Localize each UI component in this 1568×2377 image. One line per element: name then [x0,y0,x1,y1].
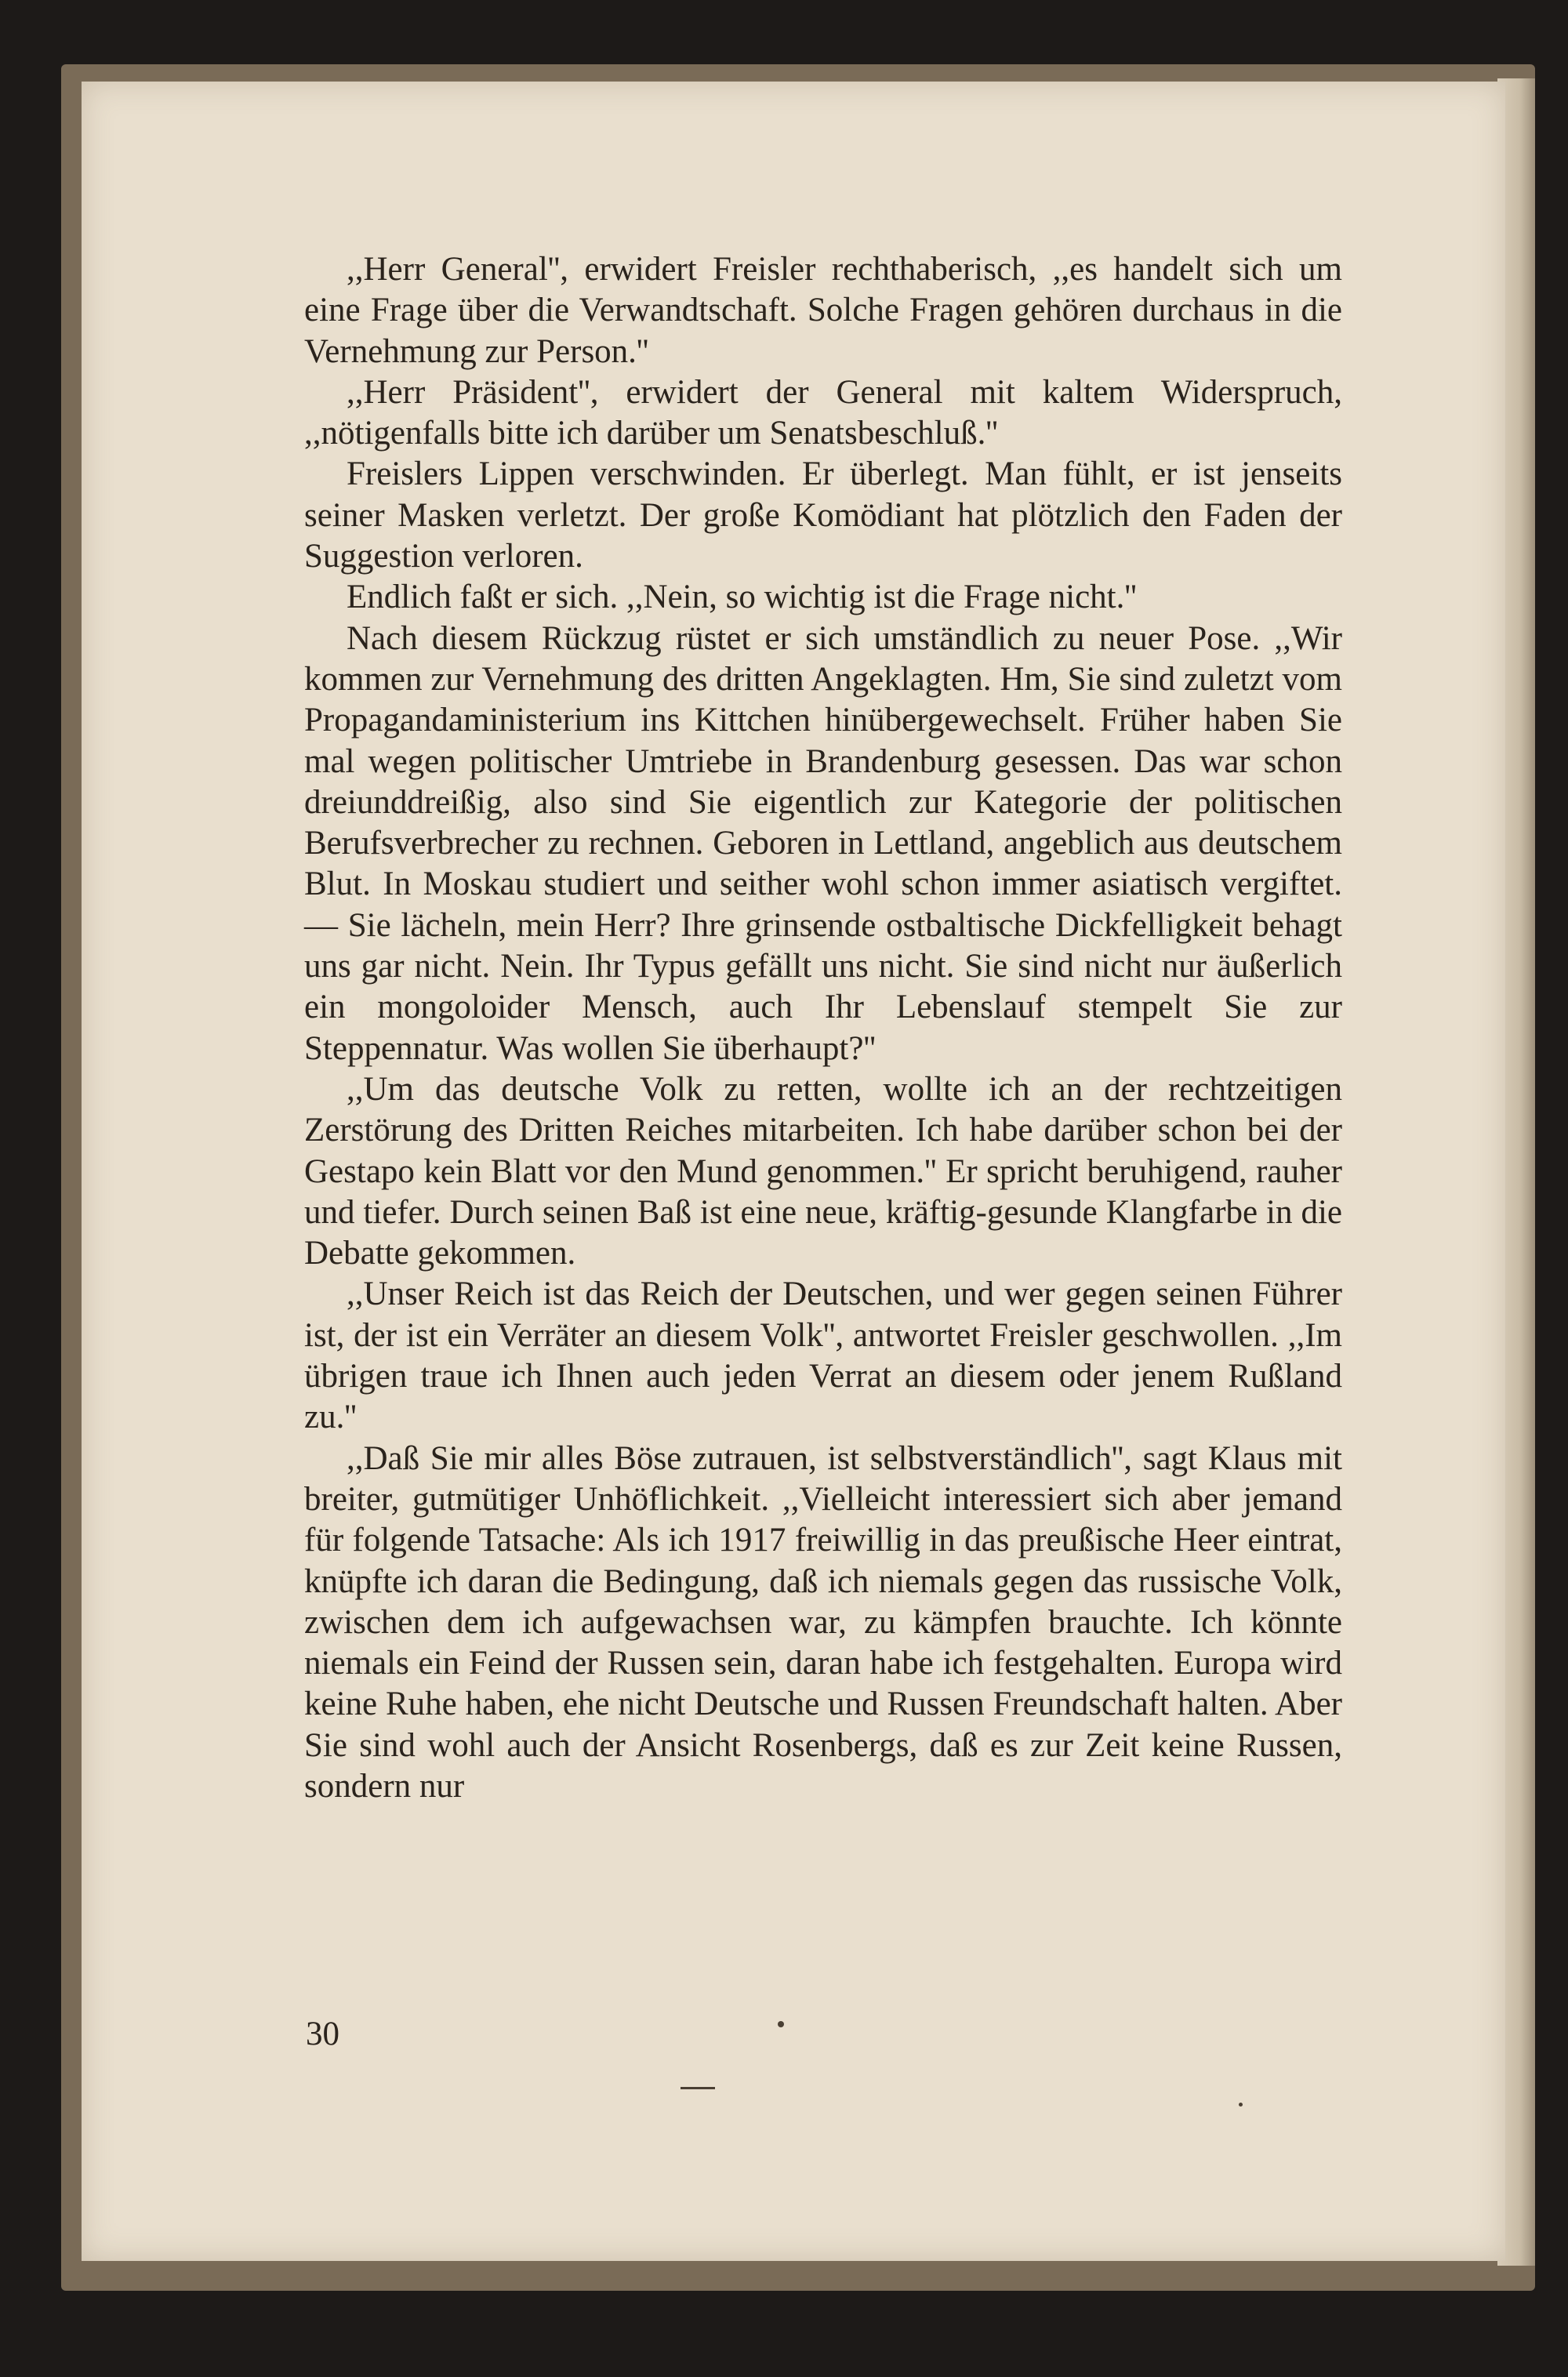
ink-speck [1239,2103,1243,2107]
paragraph: Freislers Lippen verschwinden. Er überlegt. Man fühlt, er ist jenseits seiner Masken verletzt. Der große Komödiant hat plötzlich den Faden der Suggestion verloren. [304,455,1342,575]
paragraph: ,,Um das deutsche Volk zu retten, wollte ich an der rechtzeitigen Zerstörung des Dritten Reiches mitarbeiten. Ich habe darüber schon bei der Gestapo kein Blatt vor den Mund genommen.'' Er spricht beruhigend, rauher und tiefer. Durch seinen Baß ist eine neue, kräftig-gesunde Klangfarbe in die Debatte gekommen. [304,1070,1342,1272]
page-number: 30 [306,2016,339,2052]
body-text [304,249,1342,1807]
paragraph: ,,Daß Sie mir alles Böse zutrauen, ist selbstverständlich'', sagt Klaus mit breiter, gutmütiger Unhöflichkeit. ,,Vielleicht interessiert sich aber jemand für folgende Tatsache: Als ich 1917 freiwillig in das preußische Heer eintrat, knüpfte ich daran die Bedingung, daß ich niemals gegen das russische Volk, zwischen dem ich aufgewachsen war, zu kämpfen brauchte. Ich könnte niemals ein Feind der Russen sein, daran habe ich festgehalten. Europa wird keine Ruhe haben, ehe nicht Deutsche und Russen Freundschaft halten. Aber Sie sind wohl auch der Ansicht Rosenbergs, daß es zur Zeit keine Russen, sondern nur [304,1439,1342,1805]
paragraph: ,,Herr Präsident'', erwidert der General mit kaltem Widerspruch, ,,nötigenfalls bitte ich darüber um Senatsbeschluß.'' [304,373,1342,452]
paragraph: Endlich faßt er sich. ,,Nein, so wichtig ist die Frage nicht.'' [347,579,1137,616]
paragraph: ,,Herr General'', erwidert Freisler rechthaberisch, ,,es handelt sich um eine Frage über die Verwandtschaft. Solche Fragen gehören durchaus in die Vernehmung zur Person.'' [304,251,1342,370]
paragraph: Nach diesem Rückzug rüstet er sich umständlich zu neuer Pose. ,,Wir kommen zur Vernehmung des dritten Angeklagten. Hm, Sie sind zuletzt vom Propagandaministerium ins Kittchen hinübergewechselt. Früher haben Sie mal wegen politischer Umtriebe in Brandenburg gesessen. Das war schon dreiunddreißig, also sind Sie eigentlich zur Kategorie der politischen Berufsverbrecher zu rechnen. Geboren in Lettland, angeblich aus deutschem Blut. In Moskau studiert und seither wohl schon immer asiatisch vergiftet. — Sie lächeln, mein Herr? Ihre grinsende ostbaltische Dickfelligkeit behagt uns gar nicht. Nein. Ihr Typus gefällt uns nicht. Sie sind nicht nur äußerlich ein mongoloider Mensch, auch Ihr Lebenslauf stempelt Sie zur Steppennatur. Was wollen Sie überhaupt?'' [304,619,1342,1067]
paragraph: ,,Unser Reich ist das Reich der Deutschen, und wer gegen seinen Führer ist, der ist ein Verräter an diesem Volk'', antwortet Freisler geschwollen. ,,Im übrigen traue ich Ihnen auch jeden Verrat an diesem oder jenem Rußland zu.'' [304,1276,1342,1436]
ink-speck [778,2021,784,2027]
ink-dash [681,2087,715,2089]
